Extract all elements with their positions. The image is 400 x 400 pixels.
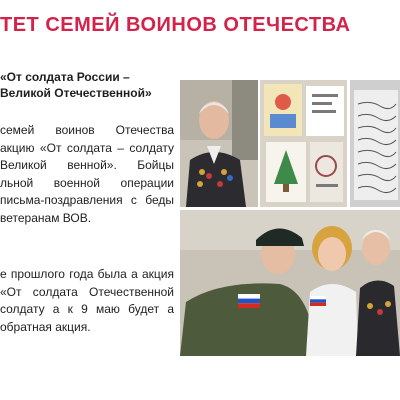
greeting-cards-illustration (260, 80, 347, 207)
slide-title: ТЕТ СЕМЕЙ ВОИНОВ ОТЕЧЕСТВА (0, 14, 351, 36)
group-meeting-illustration (180, 210, 400, 356)
veteran-photo (180, 80, 258, 207)
greeting-cards-photo (260, 80, 347, 207)
body-paragraph-1: семей воинов Отечества акцию «От солдата – солдату Великой венной». Бойцы льной военной операции письма-поздравления с беды ветеранам ВОВ. (0, 123, 174, 225)
action-subtitle: «От солдата России – Великой Отечественной» (0, 70, 152, 100)
body-paragraph-2: е прошлого года была а акция «От солдата Отечественной солдату а к 9 маю будет а обратная акция. (0, 267, 174, 334)
veteran-illustration (180, 80, 258, 207)
letter-illustration (350, 80, 400, 207)
letter-photo (350, 80, 400, 207)
group-meeting-photo (180, 210, 400, 356)
